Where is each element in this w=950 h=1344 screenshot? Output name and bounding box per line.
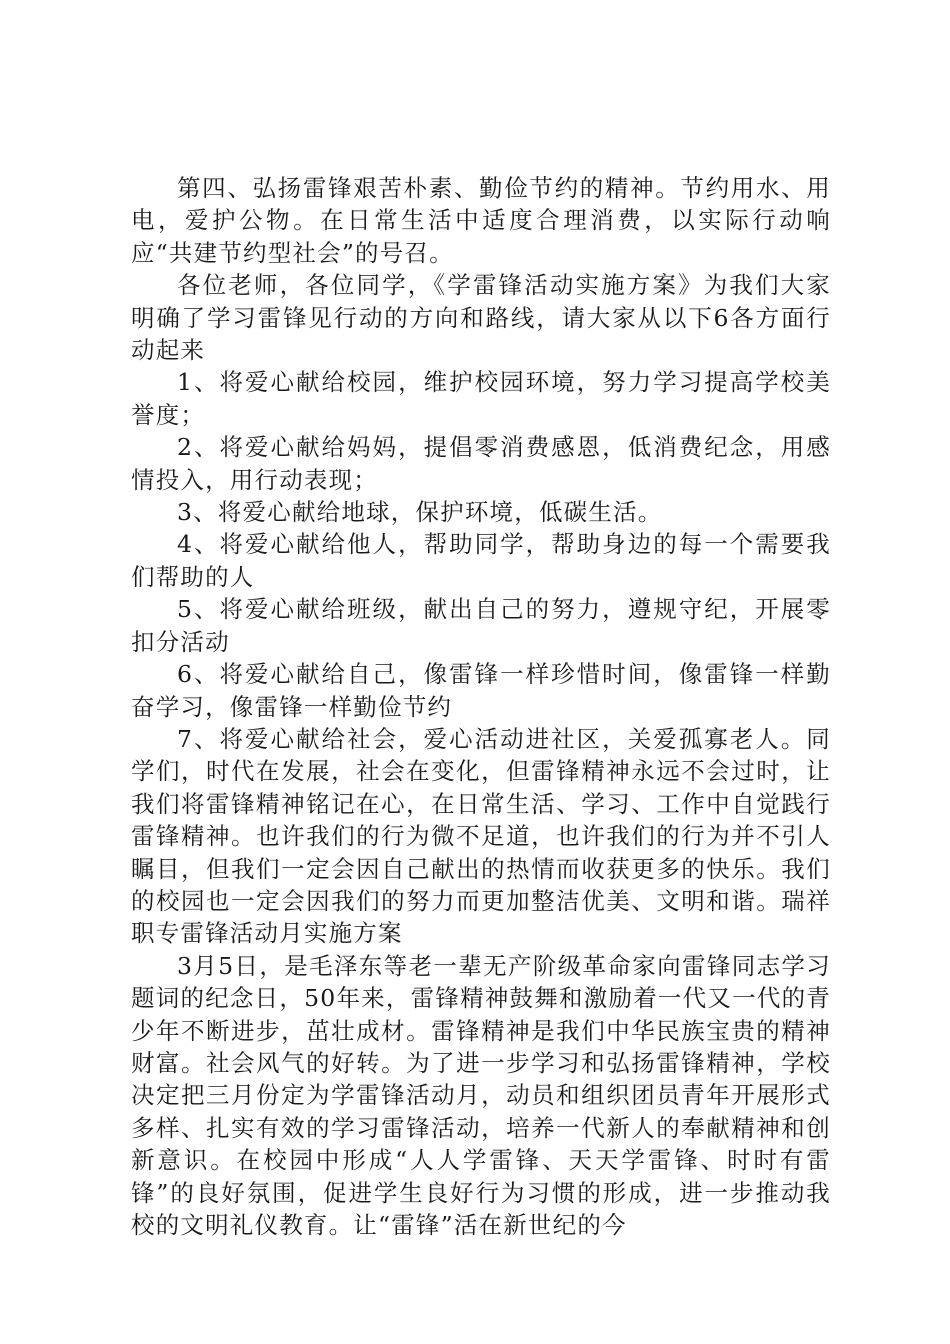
- document-body: [131, 172, 831, 1241]
- list-item: 6、将爱心献给自己，像雷锋一样珍惜时间，像雷锋一样勤奋学习，像雷锋一样勤俭节约: [131, 660, 831, 721]
- list-item: 1、将爱心献给校园，维护校园环境，努力学习提高学校美誉度；: [131, 368, 831, 429]
- paragraph-address: 各位老师，各位同学，《学雷锋活动实施方案》为我们大家明确了学习雷锋见行动的方向和路线，请大家从以下6各方面行动起来: [131, 271, 831, 365]
- paragraph-frugality: 第四、弘扬雷锋艰苦朴素、勤俭节约的精神。节约用水、用电，爱护公物。在日常生活中适度合理消费，以实际行动响应“共建节约型社会”的号召。: [131, 174, 831, 267]
- list-item: 7、将爱心献给社会，爱心活动进社区，关爱孤寡老人。同学们，时代在发展，社会在变化，但雷锋精神永远不会过时，让我们将雷锋精神铭记在心，在日常生活、学习、工作中自觉践行雷锋精神。也许我们的行为微不足道，也许我们的行为并不引人瞩目，但我们一定会因自己献出的热情而收获更多的快乐。我们的校园也一定会因我们的努力而更加整洁优美、文明和谐。瑞祥职专雷锋活动月实施方案: [131, 724, 831, 948]
- list-item: 3、将爱心献给地球，保护环境，低碳生活。: [177, 498, 663, 527]
- list-item: 5、将爱心献给班级，献出自己的努力，遵规守纪，开展零扣分活动: [131, 595, 831, 656]
- list-item: 4、将爱心献给他人，帮助同学，帮助身边的每一个需要我们帮助的人: [131, 530, 831, 591]
- paragraph-march-fifth: 3月5日，是毛泽东等老一辈无产阶级革命家向雷锋同志学习题词的纪念日，50年来，雷锋精神鼓舞和激励着一代又一代的青少年不断进步，茁壮成材。雷锋精神是我们中华民族宝贵的精神财富。社会风气的好转。为了进一步学习和弘扬雷锋精神，学校决定把三月份定为学雷锋活动月，动员和组织团员青年开展形式多样、扎实有效的学习雷锋活动，培养一代新人的奉献精神和创新意识。在校园中形成“人人学雷锋、天天学雷锋、时时有雷锋”的良好氛围，促进学生良好行为习惯的形成，进一步推动我校的文明礼仪教育。让“雷锋”活在新世纪的今: [131, 951, 831, 1239]
- list-item: 2、将爱心献给妈妈，提倡零消费感恩，低消费纪念，用感情投入，用行动表现；: [131, 433, 831, 494]
